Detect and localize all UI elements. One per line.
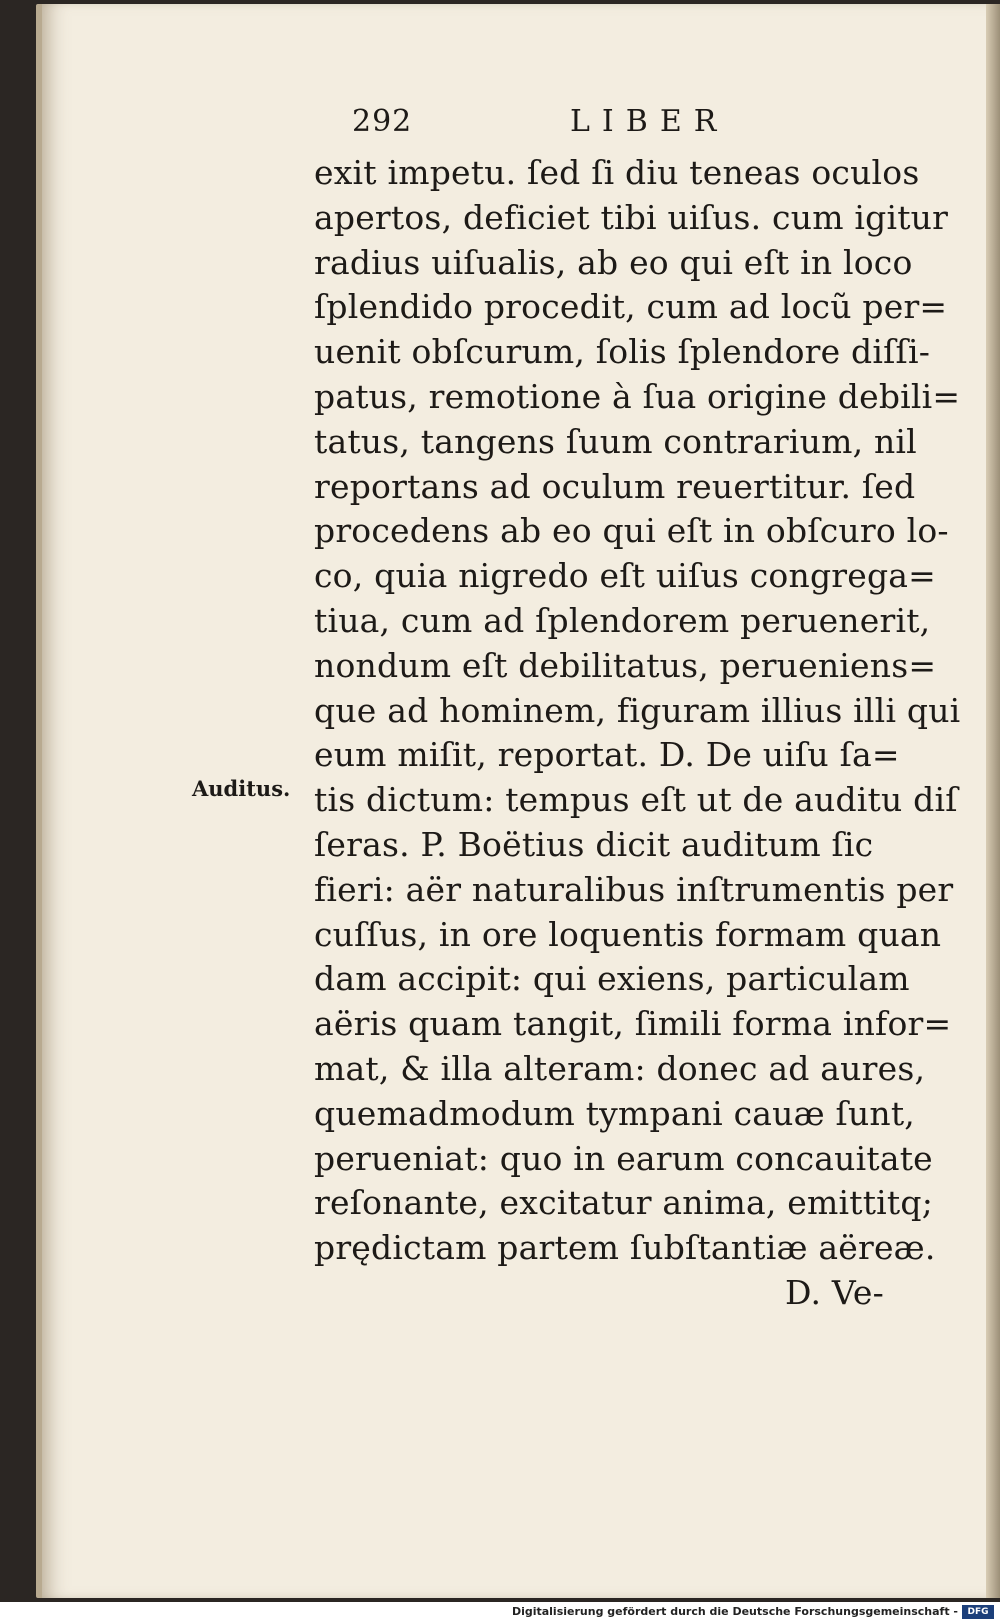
text-line: reſonante, excitatur anima, emittitq; [314,1183,934,1223]
page-number: 292 [352,104,413,139]
text-line: radius uiſualis, ab eo qui eſt in loco [314,242,913,282]
text-line: ſeras. P. Boëtius dicit auditum ſic [314,824,874,864]
text-line: dam accipit: qui exiens, particulam [314,959,910,999]
text-line: perueniat: quo in earum concauitate [314,1138,933,1178]
marginal-note: Auditus. [192,776,291,801]
text-line: exit impetu. ſed ſi diu teneas oculos [314,153,920,192]
catchword: D. Ve- [785,1272,884,1312]
text-line: eum miſit, reportat. D. De uiſu ſa= [314,735,900,775]
page-edge [986,4,1000,1598]
text-line: tis dictum: tempus eſt ut de auditu diſ [314,780,958,820]
text-line: ſplendido procedit, cum ad locũ per= [314,287,948,327]
text-line: quemadmodum tympani cauæ ſunt, [314,1093,915,1133]
text-line: fieri: aër naturalibus inſtrumentis per [314,869,954,909]
page-header [42,104,1000,144]
text-line: aëris quam tangit, ſimili forma infor= [314,1004,952,1044]
body-text [314,151,961,1316]
text-line: apertos, deficiet tibi uiſus. cum igitur [314,197,949,237]
book-page [36,4,1000,1598]
text-line: prędictam partem ſubſtantiæ aëreæ. [314,1228,936,1268]
text-line: procedens ab eo qui eſt in obſcuro lo- [314,511,949,551]
text-line: co, quia nigredo eſt uiſus congrega= [314,556,937,596]
text-line: mat, & illa alteram: donec ad aures, [314,1048,926,1088]
footer-credit: Digitalisierung gefördert durch die Deutsche Forschungsgemeinschaft - [511,1605,958,1618]
text-line: patus, remotione à ſua origine debili= [314,376,961,416]
text-line: cuſſus, in ore loquentis formam quan [314,914,942,954]
running-title: LIBER [570,104,729,139]
dfg-logo: DFG [962,1605,994,1619]
digitization-footer [0,1602,1000,1624]
text-line: nondum eſt debilitatus, perueniens= [314,645,937,685]
text-line: tiua, cum ad ſplendorem peruenerit, [314,600,931,640]
text-line: reportans ad oculum reuertitur. ſed [314,466,916,506]
text-line: tatus, tangens ſuum contrarium, nil [314,421,917,461]
text-line: uenit obſcurum, ſolis ſplendore diſſi- [314,332,931,372]
text-line: que ad hominem, figuram illius illi qui [314,690,961,730]
